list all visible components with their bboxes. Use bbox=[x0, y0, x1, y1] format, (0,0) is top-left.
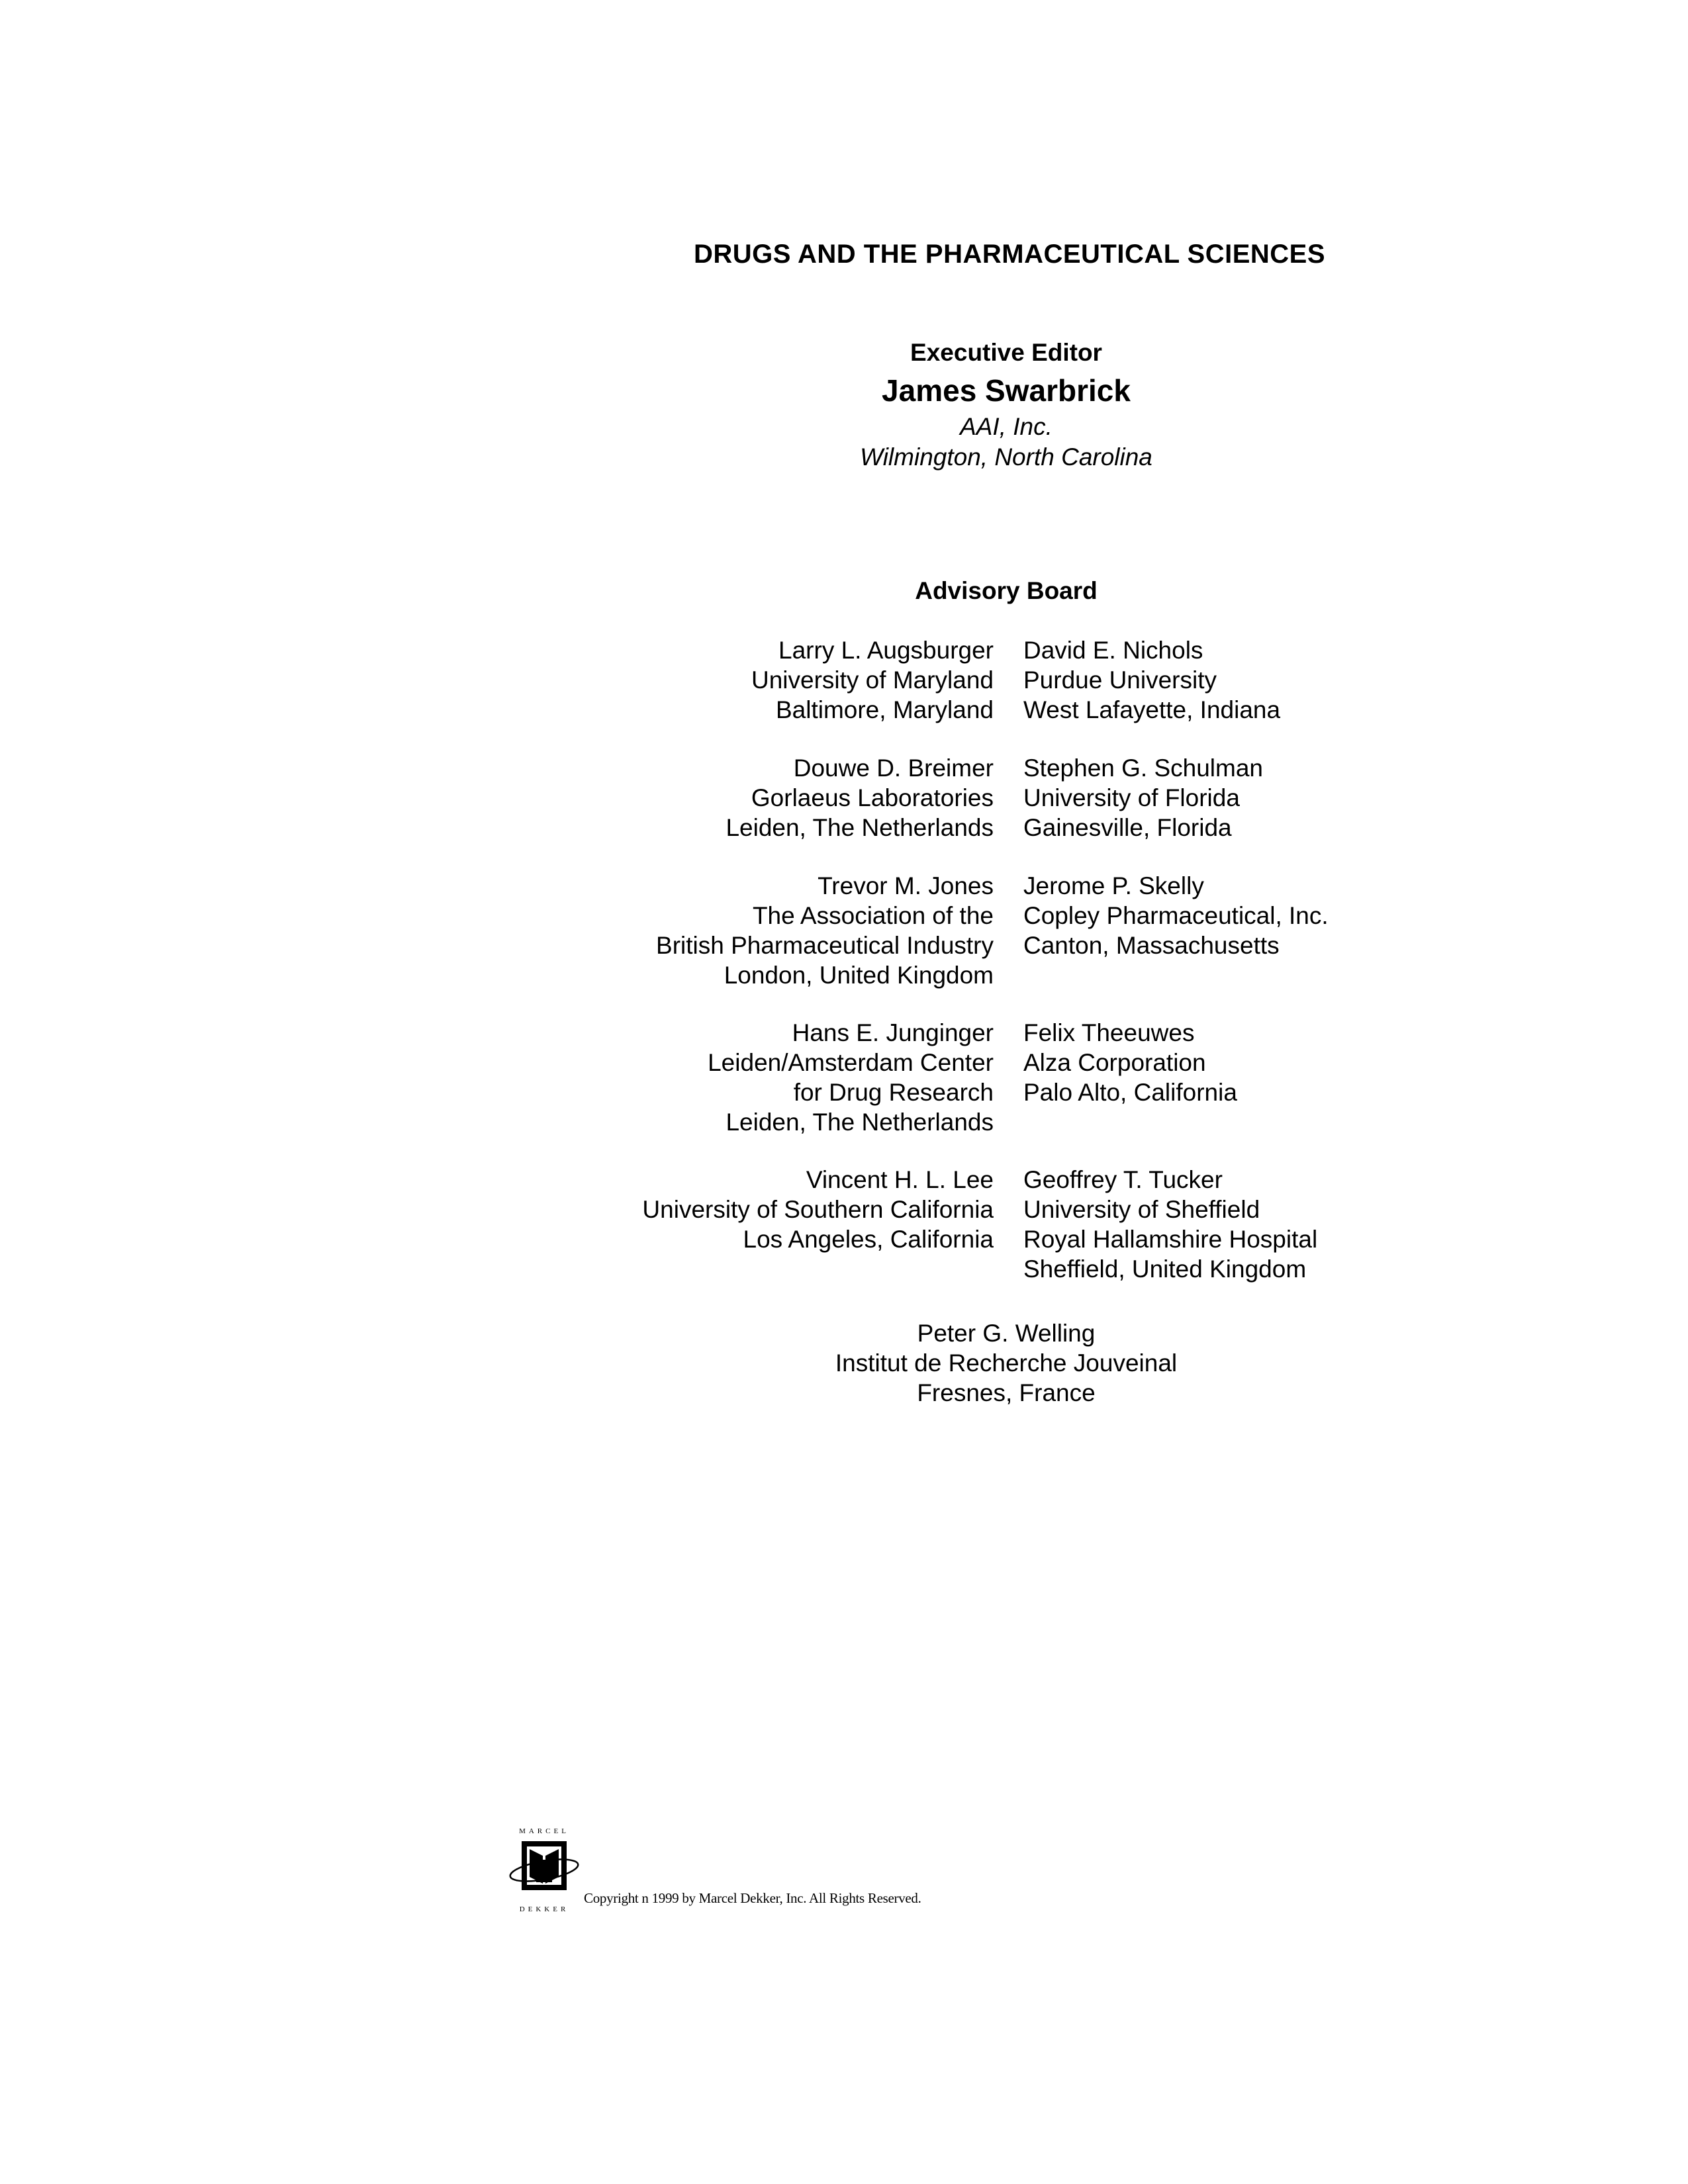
copyright-notice: Copyright n 1999 by Marcel Dekker, Inc. All Rights Reserved. bbox=[584, 1890, 921, 1906]
member-affiliation: University of Sheffield bbox=[1023, 1196, 1260, 1223]
executive-editor-block bbox=[741, 336, 1271, 473]
advisory-board-heading: Advisory Board bbox=[915, 577, 1098, 604]
member-location: Leiden, The Netherlands bbox=[726, 1109, 994, 1136]
member-affiliation: University of Southern California bbox=[642, 1196, 994, 1223]
member-affiliation: University of Florida bbox=[1023, 784, 1240, 811]
publisher-logo bbox=[504, 1827, 584, 1919]
board-member-entry bbox=[656, 871, 994, 990]
board-member-entry bbox=[1023, 635, 1280, 725]
member-location: Canton, Massachusetts bbox=[1023, 932, 1280, 959]
member-affiliation: University of Maryland bbox=[751, 666, 994, 694]
member-name: Geoffrey T. Tucker bbox=[1023, 1166, 1223, 1193]
member-name: Stephen G. Schulman bbox=[1023, 754, 1263, 782]
member-affiliation: Purdue University bbox=[1023, 666, 1217, 694]
member-name: Felix Theeuwes bbox=[1023, 1019, 1195, 1046]
board-member-entry bbox=[1023, 1165, 1317, 1284]
series-title: DRUGS AND THE PHARMACEUTICAL SCIENCES bbox=[693, 240, 1326, 269]
board-member-entry bbox=[1023, 1018, 1237, 1107]
svg-text:DEKKER: DEKKER bbox=[519, 1905, 569, 1913]
editor-name: James Swarbrick bbox=[882, 373, 1131, 408]
board-member-entry bbox=[642, 1165, 994, 1254]
member-name: Larry L. Augsburger bbox=[778, 637, 994, 664]
member-affiliation: Copley Pharmaceutical, Inc. bbox=[1023, 902, 1329, 929]
editor-affiliation-line: AAI, Inc. bbox=[960, 413, 1053, 440]
board-member-entry bbox=[741, 1318, 1271, 1408]
board-member-entry bbox=[726, 753, 994, 842]
member-location: Gainesville, Florida bbox=[1023, 814, 1232, 841]
board-member-entry bbox=[1023, 871, 1329, 960]
member-name: Hans E. Junginger bbox=[792, 1019, 994, 1046]
board-member-entry bbox=[708, 1018, 994, 1137]
member-name: Vincent H. L. Lee bbox=[806, 1166, 994, 1193]
board-member-entry bbox=[751, 635, 994, 725]
member-affiliation: Royal Hallamshire Hospital bbox=[1023, 1226, 1318, 1253]
member-affiliation: Leiden/Amsterdam Center bbox=[708, 1049, 994, 1076]
member-name: David E. Nichols bbox=[1023, 637, 1203, 664]
member-name: Trevor M. Jones bbox=[818, 872, 994, 899]
member-name: Jerome P. Skelly bbox=[1023, 872, 1204, 899]
page-footer bbox=[504, 1827, 921, 1919]
member-location: Los Angeles, California bbox=[743, 1226, 994, 1253]
svg-text:MARCEL: MARCEL bbox=[519, 1827, 569, 1835]
member-location: Sheffield, United Kingdom bbox=[1023, 1255, 1307, 1283]
member-affiliation: for Drug Research bbox=[793, 1079, 994, 1106]
member-location: Palo Alto, California bbox=[1023, 1079, 1237, 1106]
member-location: Leiden, The Netherlands bbox=[726, 814, 994, 841]
member-name: Peter G. Welling bbox=[917, 1320, 1096, 1347]
member-affiliation: Gorlaeus Laboratories bbox=[751, 784, 994, 811]
member-name: Douwe D. Breimer bbox=[793, 754, 994, 782]
member-affiliation: Alza Corporation bbox=[1023, 1049, 1206, 1076]
member-location: West Lafayette, Indiana bbox=[1023, 696, 1281, 723]
member-affiliation: Institut de Recherche Jouveinal bbox=[835, 1349, 1178, 1377]
member-location: Fresnes, France bbox=[917, 1379, 1096, 1406]
member-location: Baltimore, Maryland bbox=[775, 696, 994, 723]
editor-affiliation-line: Wilmington, North Carolina bbox=[860, 443, 1152, 471]
board-member-entry bbox=[1023, 753, 1263, 842]
member-affiliation: British Pharmaceutical Industry bbox=[656, 932, 994, 959]
member-affiliation: The Association of the bbox=[752, 902, 994, 929]
editor-role: Executive Editor bbox=[910, 339, 1102, 366]
member-location: London, United Kingdom bbox=[724, 962, 994, 989]
